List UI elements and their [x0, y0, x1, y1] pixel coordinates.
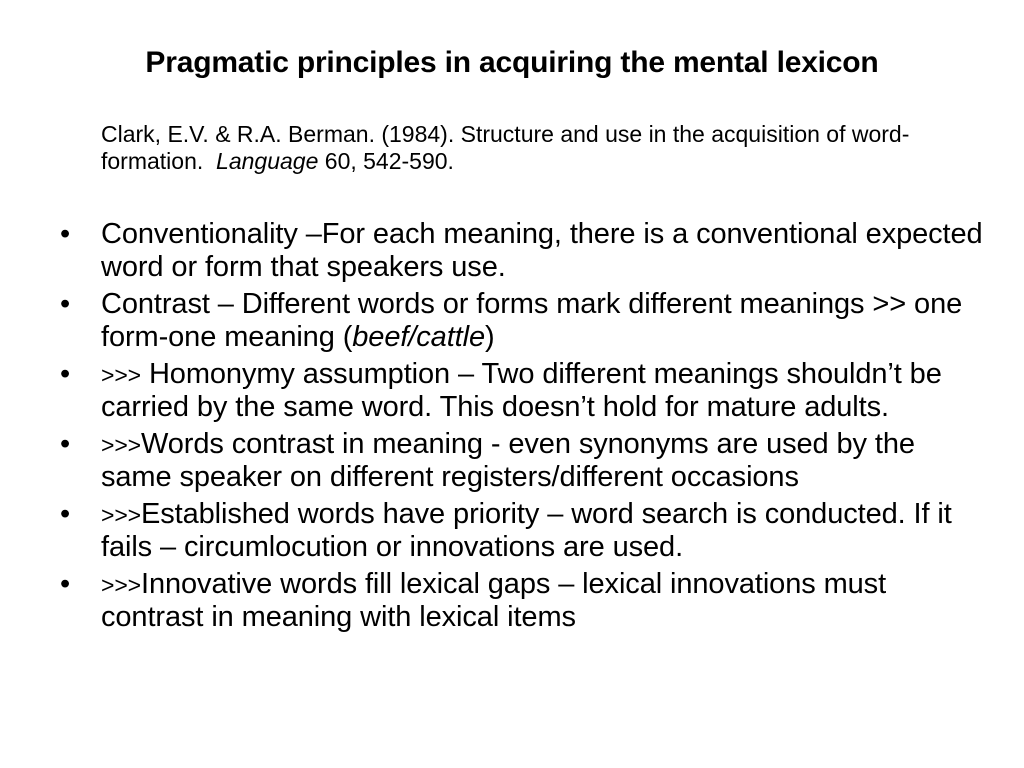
slide-title: Pragmatic principles in acquiring the mental lexicon: [145, 46, 879, 79]
bullet-dot-icon: •: [60, 568, 71, 600]
bullet-innovative-words: [60, 568, 990, 633]
bullet-text: Words contrast in meaning - even synonyms are used by the same speaker on different registers/different occasions: [101, 428, 915, 493]
bullet-conventionality: [60, 218, 990, 283]
bullet-prefix: >>>: [101, 502, 141, 528]
bullet-dot-icon: •: [60, 288, 71, 320]
bullet-prefix: >>>: [101, 572, 141, 598]
citation-text: Clark, E.V. & R.A. Berman. (1984). Structure and use in the acquisition of word-formation.: [101, 121, 910, 174]
bullet-text: Conventionality –For each meaning, there is a conventional expected word or form that speakers use.: [101, 218, 983, 283]
bullet-prefix: >>>: [101, 432, 141, 458]
bullet-contrast: [60, 288, 990, 353]
bullet-dot-icon: •: [60, 358, 71, 390]
bullet-text: Established words have priority – word search is conducted. If it fails – circumlocution or innovations are used.: [101, 498, 952, 563]
bullet-suffix: ): [484, 321, 495, 353]
citation-pages: 60, 542-590.: [324, 148, 454, 174]
bullet-emphasis: beef/cattle: [352, 321, 485, 353]
bullet-text: Contrast – Different words or forms mark different meanings >> one form-one meaning (: [101, 288, 963, 353]
citation-journal: Language: [216, 148, 319, 174]
bullet-dot-icon: •: [60, 218, 71, 250]
bullet-established-words: [60, 498, 990, 563]
citation: [101, 121, 961, 175]
bullet-dot-icon: •: [60, 428, 71, 460]
bullet-text: Innovative words fill lexical gaps – lexical innovations must contrast in meaning with lexical items: [101, 568, 887, 633]
bullet-words-contrast: [60, 428, 990, 493]
bullet-dot-icon: •: [60, 498, 71, 530]
bullet-prefix: >>>: [101, 362, 141, 388]
bullet-list: [60, 218, 990, 638]
bullet-text: Homonymy assumption – Two different meanings shouldn’t be carried by the same word. This doesn’t hold for mature adults.: [101, 358, 942, 423]
bullet-homonymy: [60, 358, 990, 423]
